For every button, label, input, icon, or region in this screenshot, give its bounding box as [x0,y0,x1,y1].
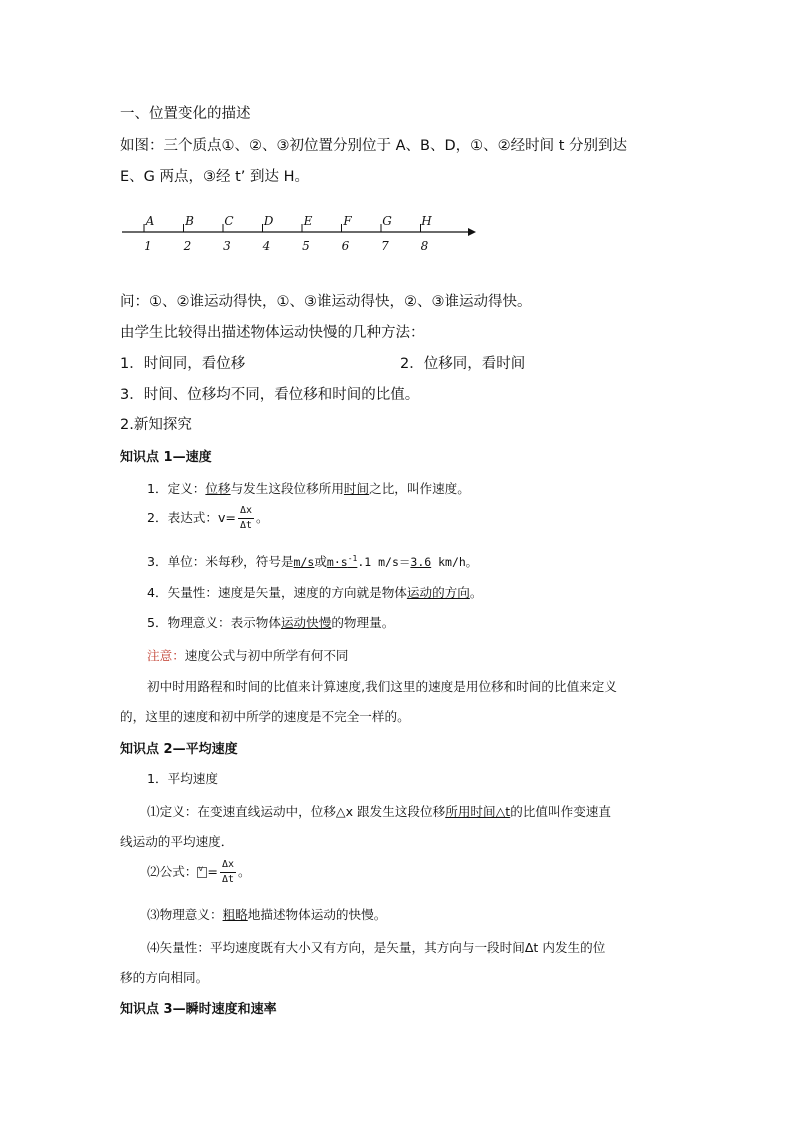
kp1-vec-direction: 运动的方向 [406,585,470,600]
kp1-paragraph-line-1: 初中时用路程和时间的比值来计算速度,我们这里的速度是用位移和时间的比值来定义 [147,679,617,694]
average-velocity-symbol-icon [197,867,207,878]
methods-intro: 由学生比较得出描述物体运动快慢的几种方法： [120,325,425,341]
kp1-meaning-prefix: 5．物理意义：表示物体 [147,615,281,630]
kp2-formula-prefix: ⑵公式： [147,864,198,879]
intro-line-1: 如图：三个质点①、②、③初位置分别位于 A、B、D，①、②经时间 t 分别到达 [120,138,628,154]
kp1-unit-suffix: km/h。 [431,555,478,569]
kp1-paragraph-line-2: 的，这里的速度和初中所学的速度是不完全一样的。 [120,709,410,724]
kp2-vector-line-1: ⑷矢量性：平均速度既有大小又有方向，是矢量，其方向与一段时间Δt 内发生的位 [147,940,606,955]
kp1-unit-ms-1 [327,555,357,569]
number-line-letter: C [224,214,234,228]
kp1-def-time: 时间 [343,481,370,496]
kp2-def-suffix: 的比值叫作变速直 [510,804,611,819]
section-title: 一、位置变化的描述 [120,106,251,122]
kp1-def-prefix: 1．定义： [147,481,206,496]
kp2-def-time: 所用时间△t [445,804,511,819]
number-line-number: 5 [302,239,310,253]
number-line-letter: H [421,214,432,228]
kp1-unit-or: 或 [314,554,327,569]
kp1-def-mid: 与发生这段位移所用 [230,481,344,496]
kp2-definition-line-2: 线运动的平均速度． [120,834,234,849]
intro-line-2: E、G 两点，③经 t’ 到达 H。 [120,169,310,185]
new-knowledge-heading: 2.新知探究 [120,417,192,433]
number-line-letter: D [263,214,274,228]
kp2-fraction [220,860,236,885]
method-2: 2．位移同，看时间 [400,356,526,372]
number-line-letter: B [185,214,194,228]
kp2-frac-num: Δx [220,860,236,873]
number-line-number: 3 [223,239,231,253]
kp1-frac-num: Δx [238,506,254,519]
number-line-letter: E [303,214,313,228]
number-line-number: 6 [341,239,350,253]
kp1-unit-mid: .1 m/s＝ [357,555,411,569]
number-line-letter: A [145,214,155,228]
kp2-title: 知识点 2—平均速度 [120,742,238,757]
kp1-expr-suffix: 。 [256,510,269,525]
kp3-title: 知识点 3—瞬时速度和速率 [120,1002,277,1017]
method-3: 3．时间、位移均不同，看位移和时间的比值。 [120,387,420,403]
kp1-note-text: 速度公式与初中所学有何不同 [184,648,349,663]
kp1-note [147,645,349,664]
kp1-title: 知识点 1—速度 [120,450,212,465]
number-line-number: 1 [144,239,152,253]
kp1-def-displacement: 位移 [205,481,231,496]
kp2-formula-eq: = [207,864,218,879]
kp1-vector [147,582,482,601]
kp2-frac-den: Δt [221,874,234,885]
kp1-vec-prefix: 4．矢量性：速度是矢量，速度的方向就是物体 [147,585,407,600]
kp1-vec-suffix: 。 [469,585,483,600]
number-line-number: 4 [262,239,271,253]
kp2-definition [147,801,611,820]
kp1-unit-ms: m/s [293,555,315,569]
number-line-letter: F [343,214,352,228]
kp1-unit-ms-base: m·s [326,555,348,569]
kp2-def-prefix: ⑴定义：在变速直线运动中，位移△x 跟发生这段位移 [147,804,446,819]
method-1: 1．时间同，看位移 [120,356,246,372]
kp1-frac-den: Δt [240,520,253,531]
kp2-vector-line-2: 移的方向相同。 [120,970,209,985]
kp2-meaning [147,904,386,923]
kp1-unit-value: 3.6 [410,555,432,569]
kp1-def-suffix: 之比，叫作速度。 [369,481,470,496]
kp2-formula-suffix: 。 [237,864,251,879]
kp2-meaning-suffix: 地描述物体运动的快慢。 [247,907,387,922]
kp1-expression [147,506,269,531]
kp1-fraction [238,506,254,531]
number-line-number: 7 [381,239,389,253]
number-line-arrow [468,228,476,236]
kp1-meaning [147,612,394,631]
kp1-unit-prefix: 3．单位：米每秒，符号是 [147,554,294,569]
kp1-meaning-speed: 运动快慢 [280,615,332,630]
kp2-meaning-prefix: ⑶物理意义： [147,907,223,922]
number-line-figure [118,208,488,264]
number-line-letter: G [382,214,392,228]
number-line-number: 8 [420,239,429,253]
kp1-unit-ms-sup: -1 [347,554,358,564]
kp1-unit [147,551,477,570]
kp1-definition [147,478,470,497]
kp2-formula [147,860,251,885]
kp1-note-label: 注意： [147,648,185,663]
kp1-expr-prefix: 2．表达式：v= [147,510,236,525]
kp2-subheading: 1．平均速度 [147,771,218,786]
kp2-meaning-rough: 粗略 [222,907,248,922]
kp1-meaning-suffix: 的物理量。 [331,615,395,630]
number-line-number: 2 [183,239,192,253]
question-line: 问：①、②谁运动得快，①、③谁运动得快，②、③谁运动得快。 [120,294,532,310]
